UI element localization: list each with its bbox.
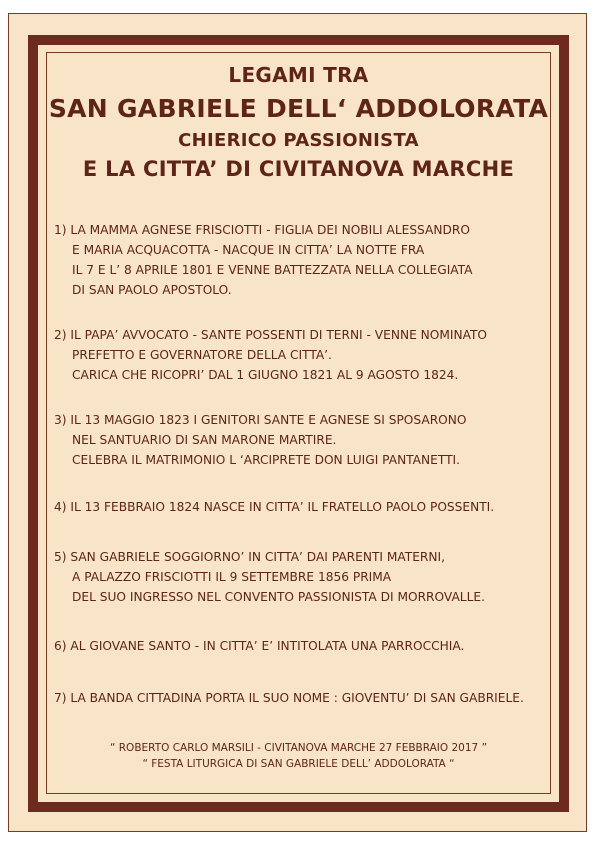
item-3-line-2: NEL SANTUARIO DI SAN MARONE MARTIRE. [72,433,337,447]
item-5-line-1: 5) SAN GABRIELE SOGGIORNO’ IN CITTA’ DAI PARENTI MATERNI, [54,550,445,564]
item-2-line-2: PREFETTO E GOVERNATORE DELLA CITTA’. [72,348,332,362]
title-line-2: SAN GABRIELE DELL‘ ADDOLORATA [48,94,549,123]
item-4-line-1: 4) IL 13 FEBBRAIO 1824 NASCE IN CITTA’ IL FRATELLO PAOLO POSSENTI. [54,500,495,514]
item-6-line-1: 6) AL GIOVANE SANTO - IN CITTA’ E’ INTITOLATA UNA PARROCCHIA. [54,639,465,653]
footer-line-1: “ ROBERTO CARLO MARSILI - CIVITANOVA MARCHE 27 FEBBRAIO 2017 ” [109,742,488,754]
poster-footer [46,740,551,772]
item-5-line-3: DEL SUO INGRESSO NEL CONVENTO PASSIONISTA DI MORROVALLE. [72,590,485,604]
item-1-line-1: 1) LA MAMMA AGNESE FRISCIOTTI - FIGLIA DEI NOBILI ALESSANDRO [54,223,470,237]
title-line-3: CHIERICO PASSIONISTA [178,130,419,151]
item-5-line-2: A PALAZZO FRISCIOTTI IL 9 SETTEMBRE 1856 PRIMA [72,570,392,584]
list-item-1 [54,220,549,300]
item-1-line-2: E MARIA ACQUACOTTA - NACQUE IN CITTA’ LA NOTTE FRA [72,243,425,257]
list-item-5 [54,547,549,607]
title-line-4: E LA CITTA’ DI CIVITANOVA MARCHE [82,157,515,181]
list-item-4 [54,497,549,517]
item-1-line-3: IL 7 E L’ 8 APRILE 1801 E VENNE BATTEZZATA NELLA COLLEGIATA [72,263,473,277]
item-1-line-4: DI SAN PAOLO APOSTOLO. [72,283,232,297]
item-2-line-1: 2) IL PAPA’ AVVOCATO - SANTE POSSENTI DI TERNI - VENNE NOMINATO [54,328,488,342]
item-3-line-1: 3) IL 13 MAGGIO 1823 I GENITORI SANTE E AGNESE SI SPOSARONO [54,413,467,427]
item-2-line-3: CARICA CHE RICOPRI’ DAL 1 GIUGNO 1821 AL 9 AGOSTO 1824. [72,368,459,382]
list-item-3 [54,410,549,470]
footer-line-2: “ FESTA LITURGICA DI SAN GABRIELE DELL’ ADDOLORATA “ [142,758,455,770]
list-item-2 [54,325,549,385]
list-item-7 [54,688,549,708]
poster-title [46,60,551,184]
item-7-line-1: 7) LA BANDA CITTADINA PORTA IL SUO NOME : GIOVENTU’ DI SAN GABRIELE. [54,691,524,705]
list-item-6 [54,636,549,656]
title-line-1: LEGAMI TRA [228,63,369,87]
item-3-line-3: CELEBRA IL MATRIMONIO L ‘ARCIPRETE DON LUIGI PANTANETTI. [72,453,460,467]
